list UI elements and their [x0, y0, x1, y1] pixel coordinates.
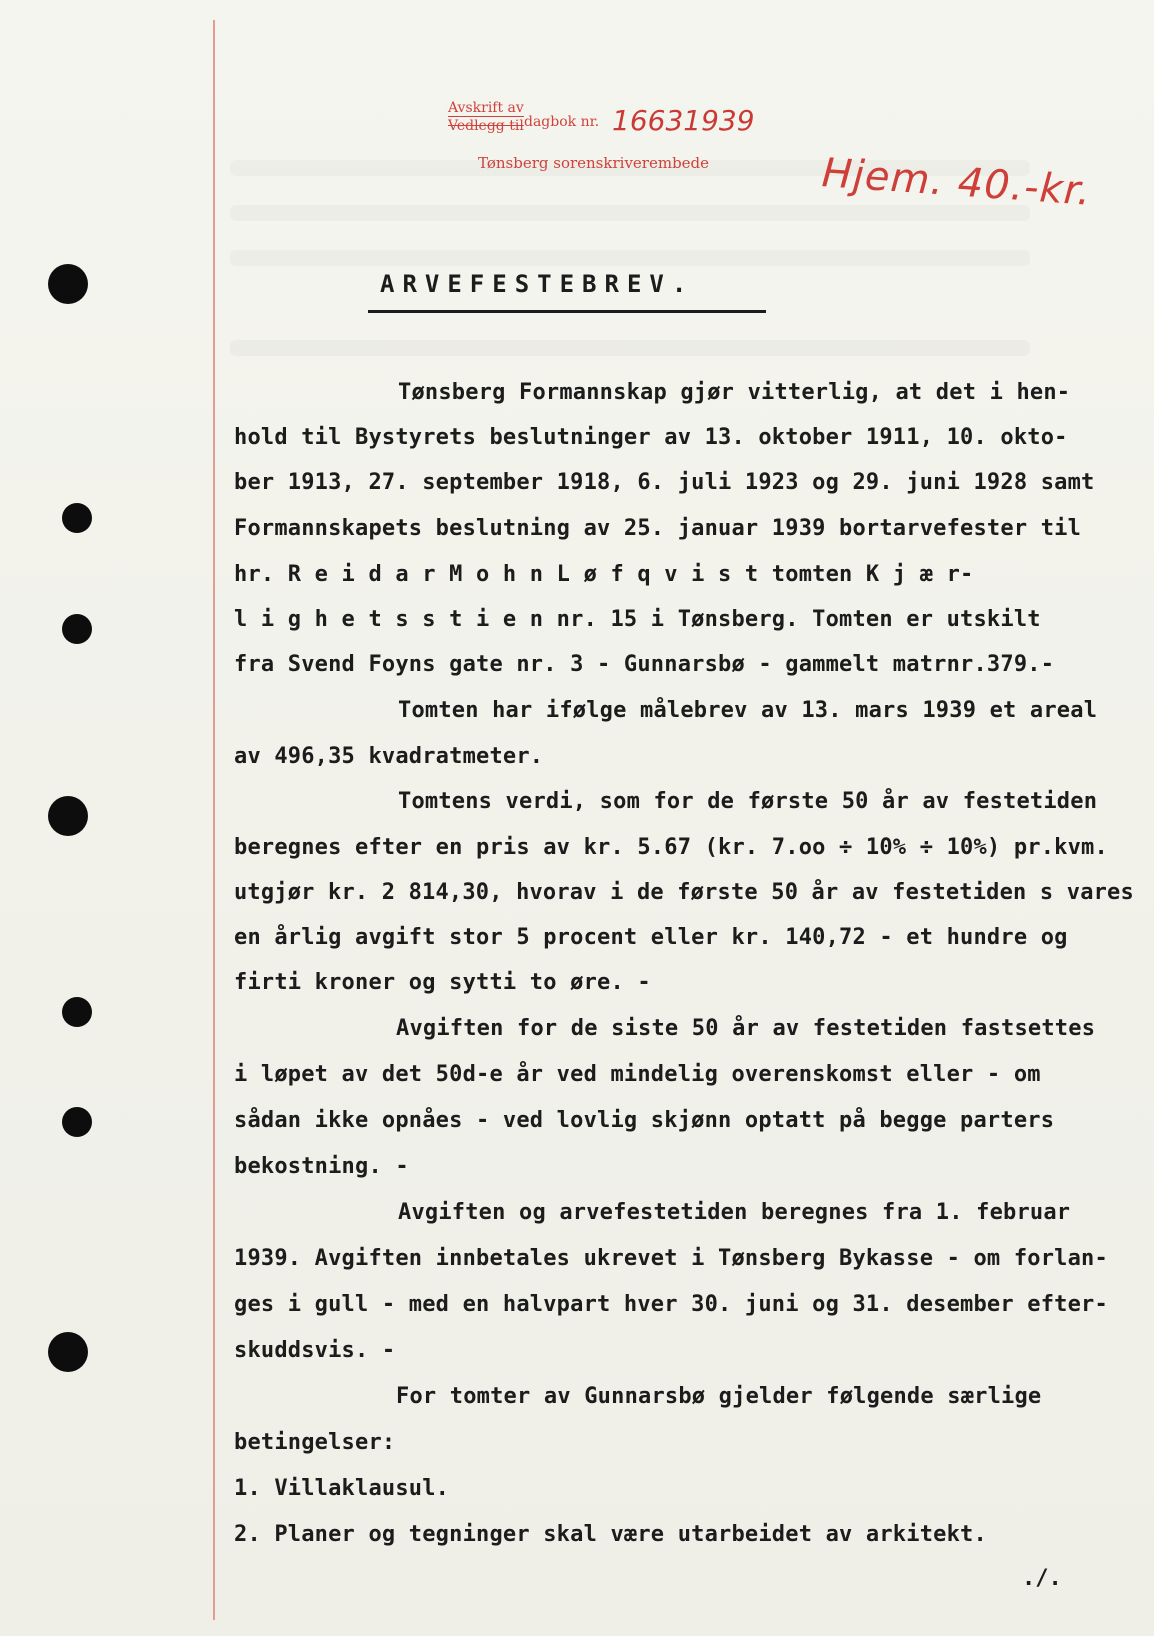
title-underline [368, 310, 766, 313]
text-line: Formannskapets beslutning av 25. januar 1939 bortarvefester til [234, 516, 1082, 541]
text-line: av 496,35 kvadratmeter. [234, 744, 544, 769]
text-line: beregnes efter en pris av kr. 5.67 (kr. 7.oo ÷ 10% ÷ 10%) pr.kvm. [234, 835, 1108, 860]
handwritten-fee-note: Hjem. 40.-kr. [820, 150, 1093, 215]
continuation-mark: ./. [1022, 1566, 1062, 1591]
text-line: en årlig avgift stor 5 procent eller kr. 140,72 - et hundre og [234, 925, 1068, 950]
punch-hole-icon [62, 997, 92, 1027]
punch-hole-icon [62, 614, 92, 644]
punch-hole-icon [48, 1332, 88, 1372]
text-line: Avgiften og arvefestetiden beregnes fra 1. februar [398, 1200, 1071, 1225]
punch-hole-icon [62, 1107, 92, 1137]
text-line: Avgiften for de siste 50 år av festetiden fastsettes [396, 1016, 1096, 1041]
text-line: ges i gull - med en halvpart hver 30. juni og 31. desember efter- [234, 1292, 1108, 1317]
bleed-through [230, 205, 1030, 221]
text-line: ber 1913, 27. september 1918, 6. juli 1923 og 29. juni 1928 samt [234, 470, 1095, 495]
stamp-office: Tønsberg sorenskriverembede [478, 154, 710, 172]
stamp-dagbok-label: dagbok nr. [524, 114, 600, 130]
document-title: ARVEFESTEBREV. [380, 270, 695, 298]
text-line: skuddsvis. - [234, 1338, 396, 1363]
text-line: betingelser: [234, 1430, 396, 1455]
dagbok-number: 1663 [612, 104, 684, 137]
text-line: Tomten har ifølge målebrev av 13. mars 1939 et areal [398, 698, 1098, 723]
text-line: l i g h e t s s t i e n nr. 15 i Tønsberg. Tomten er utskilt [234, 607, 1041, 632]
text-line: 2. Planer og tegninger skal være utarbeidet av arkitekt. [234, 1522, 987, 1547]
text-line: hold til Bystyrets beslutninger av 13. oktober 1911, 10. okto- [234, 425, 1068, 450]
text-line: Tomtens verdi, som for de første 50 år av festetiden [398, 789, 1098, 814]
text-line: hr. R e i d a r M o h n L ø f q v i s t tomten K j æ r- [234, 562, 974, 587]
margin-rule [213, 20, 215, 1620]
text-line: 1. Villaklausul. [234, 1476, 450, 1501]
text-line: For tomter av Gunnarsbø gjelder følgende særlige [396, 1384, 1042, 1409]
stamp-line-1: Avskrift av [448, 100, 524, 116]
text-line: bekostning. - [234, 1154, 409, 1179]
text-line: Tønsberg Formannskap gjør vitterlig, at det i hen- [398, 380, 1071, 405]
text-line: 1939. Avgiften innbetales ukrevet i Tønsberg Bykasse - om forlan- [234, 1246, 1108, 1271]
bleed-through [230, 250, 1030, 266]
dagbok-year: 1939 [683, 104, 755, 137]
bleed-through [230, 340, 1030, 356]
stamp-line-2: Vedlegg til [448, 118, 524, 134]
punch-hole-icon [62, 503, 92, 533]
text-line: firti kroner og sytti to øre. - [234, 970, 651, 995]
stamp-number [612, 104, 755, 137]
text-line: fra Svend Foyns gate nr. 3 - Gunnarsbø - gammelt matrnr.379.- [234, 652, 1055, 677]
text-line: i løpet av det 50d-e år ved mindelig overenskomst eller - om [234, 1062, 1041, 1087]
text-line: sådan ikke opnåes - ved lovlig skjønn optatt på begge parters [234, 1108, 1055, 1133]
punch-hole-icon [48, 264, 88, 304]
punch-hole-icon [48, 796, 88, 836]
text-line: utgjør kr. 2 814,30, hvorav i de første 50 år av festetiden s vares [234, 880, 1134, 905]
